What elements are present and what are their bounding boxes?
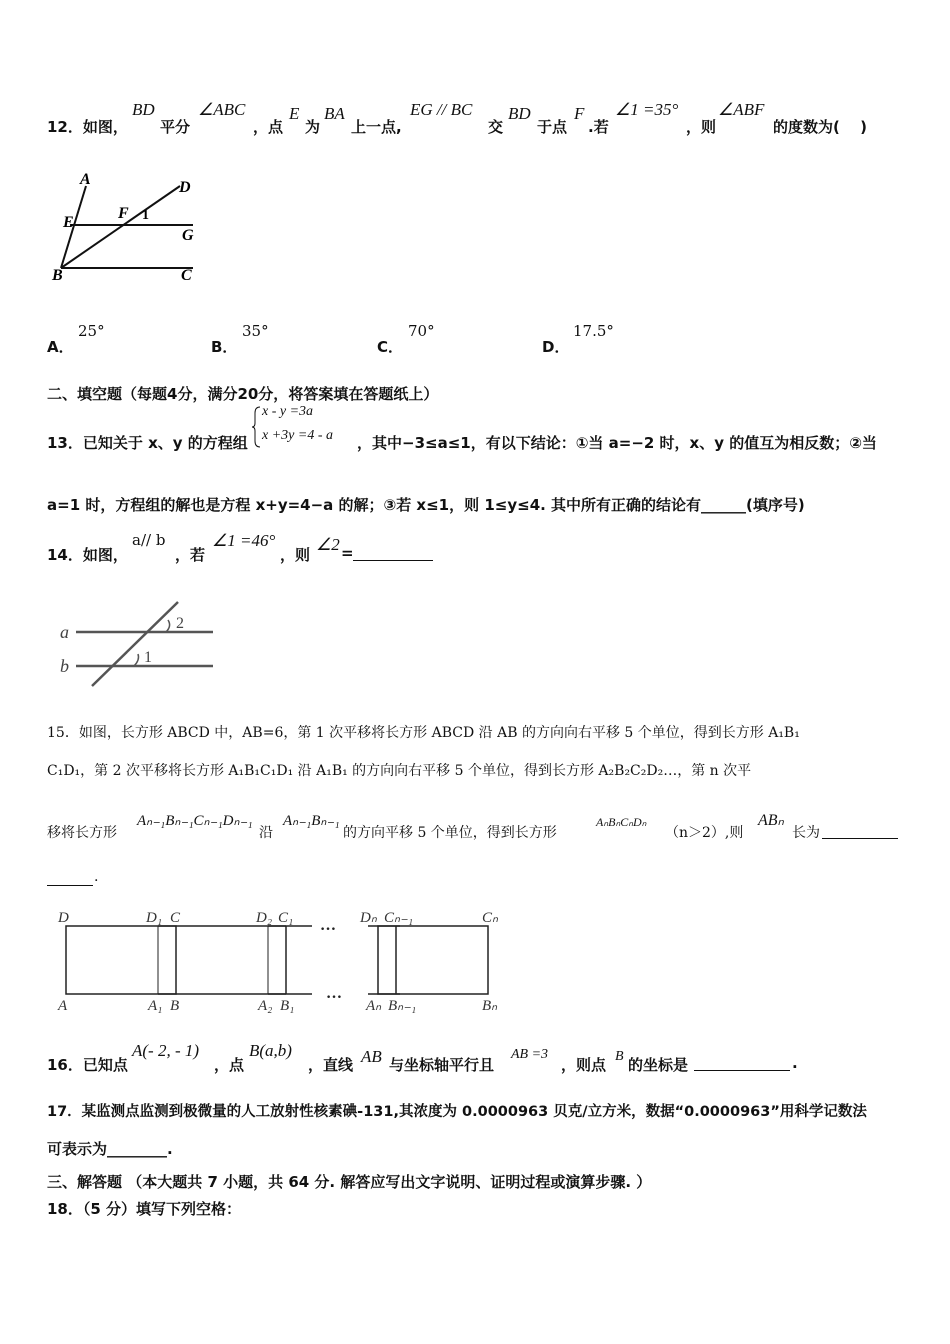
q12-text-ruo: .若 bbox=[588, 118, 609, 136]
q16-math-ab: AB bbox=[361, 1047, 382, 1066]
label-dots-bottom: … bbox=[326, 985, 342, 1002]
q16-answer-blank bbox=[694, 1056, 790, 1071]
q12-option-a-label: A． bbox=[47, 338, 74, 356]
q12-math-angle1: ∠1 =35° bbox=[615, 100, 679, 119]
q13-brace bbox=[252, 405, 262, 449]
label-b1: B₁ bbox=[280, 998, 295, 1014]
q12-figure bbox=[48, 168, 208, 284]
label-c1: C₁ bbox=[278, 910, 294, 926]
label-c: C bbox=[181, 267, 192, 284]
label-d: D bbox=[58, 910, 69, 926]
q12-math-bd2: BD bbox=[508, 104, 531, 123]
q12-math-bd: BD bbox=[132, 100, 155, 119]
section2-heading: 二、填空题（每题4分，满分20分，将答案填在答题纸上） bbox=[47, 385, 439, 403]
label-a2: A₂ bbox=[258, 998, 273, 1014]
label-1: 1 bbox=[142, 208, 149, 223]
q14-math-ab: a// b bbox=[132, 531, 166, 549]
q12-text-dian: ，点 bbox=[253, 118, 284, 136]
q12-text-jiao: 交 bbox=[488, 118, 504, 136]
q16-text-para: 与坐标轴平行且 bbox=[389, 1056, 495, 1074]
line-bd bbox=[61, 186, 180, 268]
label-f: F bbox=[118, 205, 129, 222]
label-a1: A₁ bbox=[148, 998, 163, 1014]
q17-line2: 可表示为________. bbox=[47, 1140, 173, 1158]
label-a: A bbox=[58, 998, 68, 1014]
q12-math-f: F bbox=[574, 104, 585, 123]
label-bn1: Bₙ₋₁ bbox=[388, 998, 417, 1014]
transversal bbox=[92, 602, 178, 686]
q14-math-angle1: ∠1 =46° bbox=[212, 531, 276, 550]
q15-line4-end: . bbox=[94, 869, 99, 885]
arc-1 bbox=[134, 654, 139, 666]
q12-option-d-value: 17.5° bbox=[573, 322, 614, 340]
label-a: a bbox=[60, 622, 69, 642]
q12-option-b-value: 35° bbox=[242, 322, 269, 340]
label-g: G bbox=[182, 227, 194, 244]
label-e: E bbox=[63, 214, 74, 231]
q13-eq1: x - y =3a bbox=[262, 404, 314, 419]
label-2: 2 bbox=[176, 615, 184, 632]
section3-heading: 三、解答题 （本大题共 7 小题，共 64 分. 解答应写出文字说明、证明过程或演算步骤. ） bbox=[47, 1173, 652, 1191]
q15-figure bbox=[50, 902, 510, 1018]
q15-l3-rect2: AₙBₙCₙDₙ bbox=[596, 815, 647, 829]
q13-eq2: x +3y =4 - a bbox=[262, 428, 333, 443]
label-dn: Dₙ bbox=[360, 910, 377, 926]
q12-text-pingfen: 平分 bbox=[160, 118, 191, 136]
q13-rest: ，其中−3≤a≤1，有以下结论：①当 a=−2 时，x、y 的值互为相反数；②当 bbox=[357, 434, 877, 452]
q15-l3-abn: ABₙ bbox=[758, 812, 784, 829]
q12-option-b-label: B． bbox=[211, 338, 238, 356]
q16-math-b: B(a,b) bbox=[249, 1041, 292, 1060]
label-d2: D₂ bbox=[256, 910, 273, 926]
label-1: 1 bbox=[144, 649, 152, 666]
q12-math-abf: ∠ABF bbox=[718, 100, 765, 119]
q15-l3-rect: Aₙ₋₁Bₙ₋₁Cₙ₋₁Dₙ₋₁ bbox=[137, 813, 253, 829]
q15-line1: 15．如图，长方形 ABCD 中，AB=6，第 1 次平移将长方形 ABCD 沿 AB 的方向向右平移 5 个单位，得到长方形 A₁B₁ bbox=[47, 725, 800, 741]
q15-l3-seg: Aₙ₋₁Bₙ₋₁ bbox=[283, 813, 340, 829]
q12-text-end: 的度数为( ) bbox=[773, 118, 867, 136]
label-bn: Bₙ bbox=[482, 998, 498, 1014]
label-cn1: Cₙ₋₁ bbox=[384, 910, 414, 926]
label-b: b bbox=[60, 656, 69, 676]
arc-2 bbox=[166, 620, 170, 632]
rect-abcd bbox=[66, 926, 176, 994]
q16-start: 16．已知点 bbox=[47, 1056, 128, 1074]
q12-option-c-value: 70° bbox=[408, 322, 435, 340]
q14-figure bbox=[58, 598, 218, 690]
q15-answer-blank-2 bbox=[47, 871, 93, 886]
q14-text-ruo: ，若 bbox=[175, 546, 206, 564]
q16-text-line: ，直线 bbox=[308, 1056, 354, 1074]
q12-text-ze: ，则 bbox=[686, 118, 717, 136]
rect-n bbox=[378, 926, 488, 994]
q12-text-shang: 上一点, bbox=[351, 118, 402, 136]
q15-line2: C₁D₁，第 2 次平移将长方形 A₁B₁C₁D₁ 沿 A₁B₁ 的方向向右平移 5 个单位，得到长方形 A₂B₂C₂D₂…，第 n 次平 bbox=[47, 763, 752, 779]
q18-text: 18．（5 分）填写下列空格： bbox=[47, 1200, 242, 1218]
q15-l3-a: 移将长方形 bbox=[47, 825, 117, 841]
q15-answer-blank-1 bbox=[822, 824, 898, 839]
q16-text-end: 的坐标是 bbox=[628, 1056, 689, 1074]
q15-l3-d: （n＞2）,则 bbox=[665, 825, 744, 841]
q13-start: 13．已知关于 x、y 的方程组 bbox=[47, 434, 248, 452]
label-d1: D₁ bbox=[146, 910, 163, 926]
label-c: C bbox=[170, 910, 181, 926]
q12-text-wei: 为 bbox=[305, 118, 321, 136]
q16-text-ze: ，则点 bbox=[561, 1056, 607, 1074]
q12-math-e: E bbox=[289, 104, 300, 123]
q14-text-eq: = bbox=[341, 544, 354, 562]
label-b: B bbox=[52, 267, 63, 284]
q14-math-angle2: ∠2 bbox=[316, 535, 340, 554]
q16-text-dian: ，点 bbox=[214, 1056, 245, 1074]
q17-line1: 17．某监测点监测到极微量的人工放射性核素碘-131,其浓度为 0.0000963 贝克/立方米，数据“0.0000963”用科学记数法 bbox=[47, 1104, 867, 1120]
q12-option-d-label: D． bbox=[542, 338, 570, 356]
q15-l3-c: 的方向平移 5 个单位，得到长方形 bbox=[343, 825, 557, 841]
q12-text bbox=[47, 116, 128, 137]
q16-math-a: A(- 2, - 1) bbox=[132, 1041, 200, 1060]
label-a: A bbox=[80, 171, 91, 188]
q12-number: 12．如图， bbox=[47, 118, 128, 136]
q14-answer-blank bbox=[353, 546, 433, 561]
q12-option-c-label: C． bbox=[377, 338, 404, 356]
q12-math-abc: ∠ABC bbox=[198, 100, 246, 119]
label-an: Aₙ bbox=[366, 998, 382, 1014]
q16-math-ab3: AB =3 bbox=[511, 1047, 549, 1062]
q16-math-b2: B bbox=[615, 1049, 624, 1064]
q13-line2: a=1 时，方程组的解也是方程 x+y=4−a 的解；③若 x≤1，则 1≤y≤4. 其中所有正确的结论有______(填序号) bbox=[47, 496, 805, 514]
q12-math-eg-bc: EG // BC bbox=[410, 100, 473, 119]
label-d: D bbox=[179, 179, 191, 196]
q12-text-yudian: 于点 bbox=[537, 118, 568, 136]
label-cn: Cₙ bbox=[482, 910, 498, 926]
q12-math-ba: BA bbox=[324, 104, 345, 123]
q16-period: . bbox=[792, 1054, 798, 1072]
q15-l3-b: 沿 bbox=[259, 825, 273, 841]
q12-option-a-value: 25° bbox=[78, 322, 105, 340]
q14-start: 14．如图， bbox=[47, 546, 128, 564]
q14-text-ze: ，则 bbox=[280, 546, 311, 564]
q15-l3-e: 长为 bbox=[792, 825, 820, 841]
label-dots-top: … bbox=[320, 917, 336, 934]
label-b: B bbox=[170, 998, 180, 1014]
